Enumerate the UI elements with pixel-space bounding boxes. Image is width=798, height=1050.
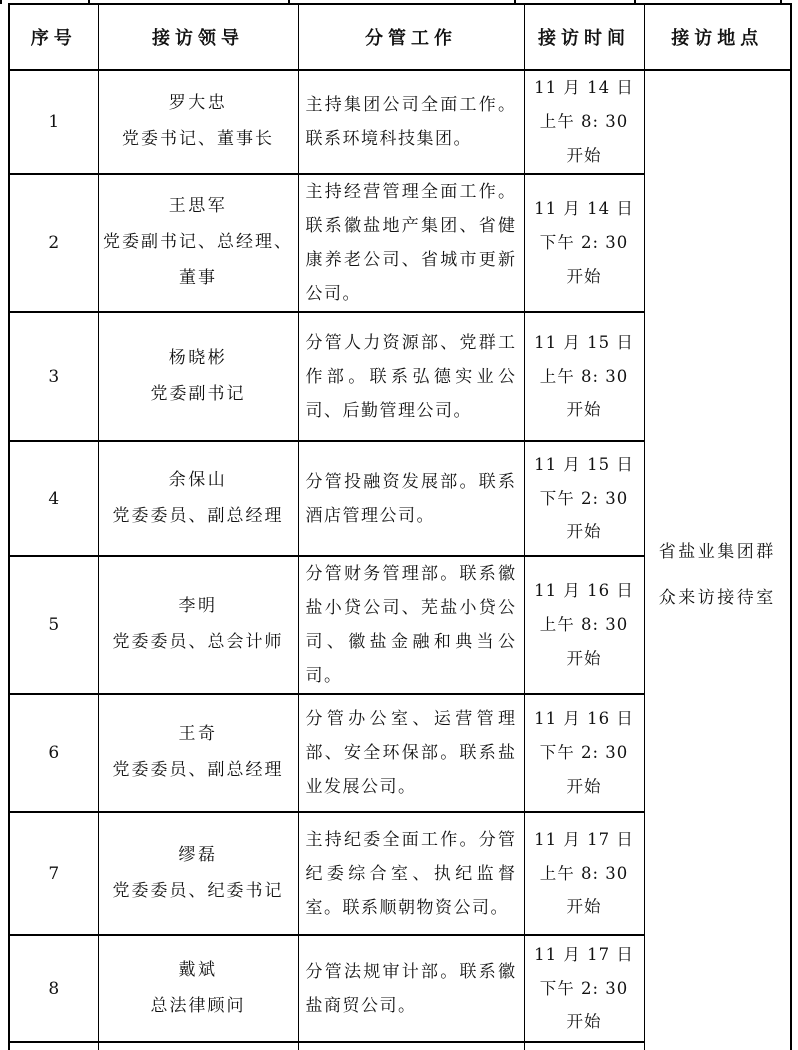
header-location: 接访地点: [644, 4, 791, 70]
time-date: 11 月 15 日: [534, 454, 634, 474]
time-cell: [524, 812, 644, 935]
leader-title: 党委委员、纪委书记: [112, 880, 284, 901]
table-row: [9, 70, 791, 174]
time-clock: 下午 2: 30: [539, 743, 629, 763]
time-cell: [524, 556, 644, 694]
duty-cell: [298, 1042, 524, 1050]
leader-cell: [98, 694, 298, 812]
time-date: 11 月 14 日: [534, 199, 634, 219]
time-date: 11 月 14 日: [534, 78, 634, 98]
time-clock: 下午 2: 30: [539, 978, 629, 998]
header-duty: 分管工作: [298, 4, 524, 70]
row-number: 8: [9, 935, 98, 1042]
time-cell: [524, 441, 644, 556]
row-number: 2: [9, 174, 98, 312]
header-number: 序号: [9, 4, 98, 70]
time-clock: 下午 2: 30: [539, 233, 629, 253]
time-cell: [524, 694, 644, 812]
leader-title: 党委副书记、总经理、董事: [103, 232, 293, 288]
time-start: 开始: [566, 1012, 602, 1032]
duty-cell: 分管办公室、运营管理部、安全环保部。联系盐业发展公司。: [298, 694, 524, 812]
time-cell: [524, 174, 644, 312]
leader-cell: [98, 174, 298, 312]
time-cell: [524, 70, 644, 174]
duty-cell: 主持纪委全面工作。分管纪委综合室、执纪监督室。联系顺朝物资公司。: [298, 812, 524, 935]
duty-cell: 主持集团公司全面工作。联系环境科技集团。: [298, 70, 524, 174]
time-start: 开始: [566, 897, 602, 917]
leader-name: 杨晓彬: [168, 347, 228, 368]
leader-name: 李明: [178, 596, 218, 617]
leader-title: 党委委员、副总经理: [112, 760, 284, 780]
leader-cell: [98, 935, 298, 1042]
leader-name: 戴斌: [178, 959, 218, 980]
leader-cell: [98, 556, 298, 694]
location-cell: 省盐业集团群众来访接待室: [644, 70, 791, 1050]
duty-cell: 分管财务管理部。联系徽盐小贷公司、芜盐小贷公司、徽盐金融和典当公司。: [298, 556, 524, 694]
time-cell: [524, 312, 644, 441]
row-number: 4: [9, 441, 98, 556]
time-start: 开始: [566, 145, 602, 165]
header-time: 接访时间: [524, 4, 644, 70]
leader-cell: [98, 312, 298, 441]
time-cell: [524, 935, 644, 1042]
leader-title: 党委书记、董事长: [122, 129, 274, 149]
time-clock: 上午 8: 30: [539, 863, 629, 883]
time-cell: [524, 1042, 644, 1050]
row-number: 1: [9, 70, 98, 174]
leader-name: 罗大忠: [168, 93, 228, 114]
time-start: 开始: [566, 776, 602, 796]
time-date: 11 月 15 日: [534, 332, 634, 352]
time-date: 11 月 17 日: [534, 829, 634, 849]
leader-cell: [98, 70, 298, 174]
leader-title: 总法律顾问: [150, 995, 246, 1016]
duty-cell: 分管投融资发展部。联系酒店管理公司。: [298, 441, 524, 556]
header-leader: 接访领导: [98, 4, 298, 70]
time-date: 11 月 16 日: [534, 581, 634, 601]
leader-name: 余保山: [168, 469, 228, 490]
duty-cell: 主持经营管理全面工作。联系徽盐地产集团、省健康养老公司、省城市更新公司。: [298, 174, 524, 312]
time-clock: 上午 8: 30: [539, 615, 629, 635]
gridline-stub: [0, 0, 2, 4]
time-start: 开始: [566, 648, 602, 668]
row-number: [9, 1042, 98, 1050]
time-start: 开始: [566, 400, 602, 420]
leader-title: 党委委员、总会计师: [112, 632, 284, 652]
header-row: [9, 4, 791, 70]
leader-cell: [98, 812, 298, 935]
time-date: 11 月 16 日: [534, 709, 634, 729]
leader-name: 王奇: [178, 724, 218, 745]
leader-title: 党委委员、副总经理: [112, 505, 284, 526]
time-clock: 上午 8: 30: [539, 366, 629, 386]
leader-cell: [98, 441, 298, 556]
time-start: 开始: [566, 522, 602, 542]
time-start: 开始: [566, 266, 602, 286]
row-number: 5: [9, 556, 98, 694]
time-clock: 上午 8: 30: [539, 112, 629, 132]
reception-schedule-table: [8, 3, 792, 1050]
leader-title: 党委副书记: [150, 383, 246, 404]
duty-cell: 分管人力资源部、党群工作部。联系弘德实业公司、后勤管理公司。: [298, 312, 524, 441]
leader-name: 王思军: [168, 196, 228, 217]
time-clock: 下午 2: 30: [539, 488, 629, 508]
leader-cell: [98, 1042, 298, 1050]
duty-cell: 分管法规审计部。联系徽盐商贸公司。: [298, 935, 524, 1042]
row-number: 6: [9, 694, 98, 812]
row-number: 7: [9, 812, 98, 935]
leader-name: 缪磊: [178, 844, 218, 865]
time-date: 11 月 17 日: [534, 944, 634, 964]
row-number: 3: [9, 312, 98, 441]
